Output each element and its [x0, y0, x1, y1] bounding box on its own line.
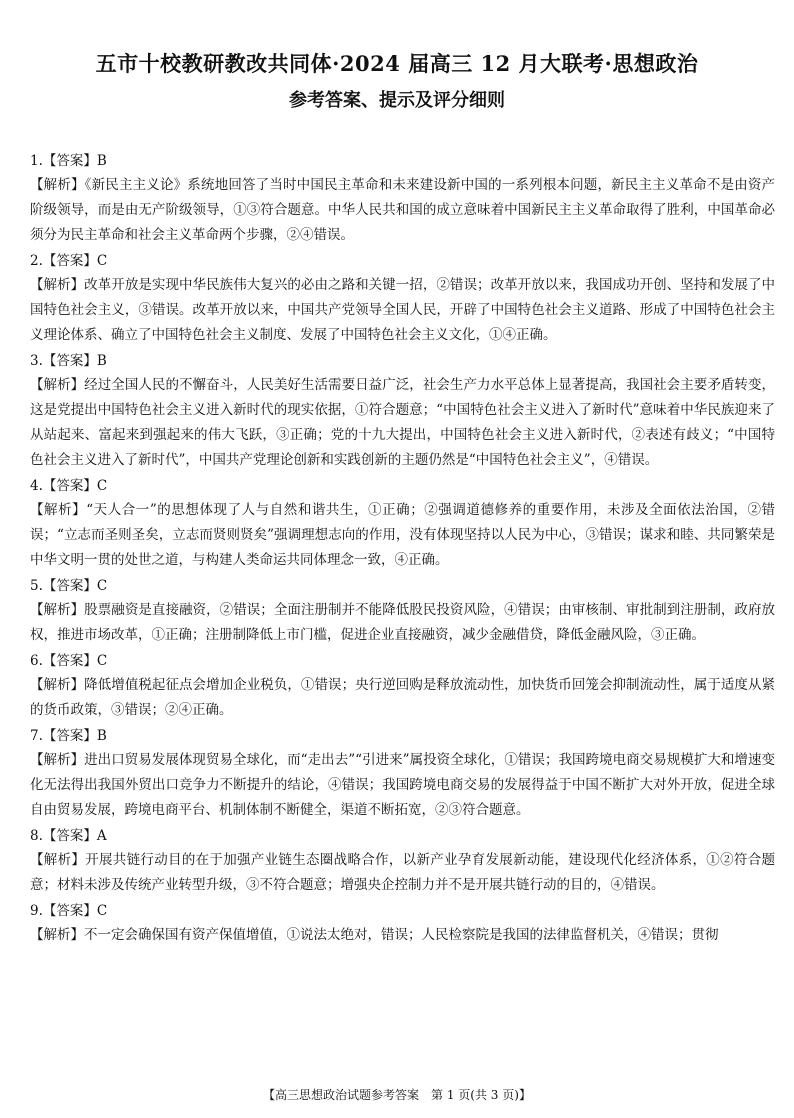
- answer-list: [30, 150, 775, 950]
- question-answer: 6.【答案】C: [30, 653, 108, 669]
- question-answer: 5.【答案】C: [30, 578, 108, 594]
- question-analysis: 【解析】《新民主主义论》系统地回答了当时中国民主革命和未来建设新中国的一系列根本问题，新民主主义革命不是由资产阶级领导，而是由无产阶级领导，①③符合题意。中华人民共和国的成立意味着中国新民主主义革命取得了胜利，中国革命必须分为民主革命和社会主义革命两个步骤，②④错误。: [30, 177, 775, 243]
- question-analysis: 【解析】经过全国人民的不懈奋斗，人民美好生活需要日益广泛，社会生产力水平总体上显著提高，我国社会主要矛盾转变，这是党提出中国特色社会主义进入新时代的现实依据，①符合题意；“中国特色社会主义进入了新时代”意味着中华民族迎来了从站起来、富起来到强起来的伟大飞跃，③正确；党的十九大提出，中国特色社会主义进入新时代，②表述有歧义；“中国特色社会主义进入了新时代”，中国共产党理论创新和实践创新的主题仍然是“中国特色社会主义”，④错误。: [30, 377, 775, 468]
- question-1: [30, 150, 775, 248]
- question-9: [30, 900, 775, 948]
- question-analysis: 【解析】不一定会确保国有资产保值增值，①说法太绝对，错误；人民检察院是我国的法律监督机关，④错误；贯彻: [30, 927, 719, 943]
- question-answer: 4.【答案】C: [30, 478, 108, 494]
- question-answer: 3.【答案】B: [30, 353, 107, 369]
- page-footer: 【高三思想政治试题参考答案 第 1 页(共 3 页)】: [263, 1088, 531, 1102]
- question-analysis: 【解析】“天人合一”的思想体现了人与自然和谐共生，①正确；②强调道德修养的重要作用，未涉及全面依法治国，②错误；“立志而圣则圣矣，立志而贤则贤矣”强调理想志向的作用，没有体现坚持以人民为中心，③错误；谋求和睦、共同繁荣是中华文明一贯的处世之道，与构建人类命运共同体理念一致，④正确。: [30, 502, 775, 568]
- question-answer: 9.【答案】C: [30, 903, 108, 919]
- question-analysis: 【解析】股票融资是直接融资，②错误；全面注册制并不能降低股民投资风险，④错误；由审核制、审批制到注册制，政府放权，推进市场改革，①正确；注册制降低上市门槛，促进企业直接融资，减少金融借贷，降低金融风险，③正确。: [30, 602, 775, 643]
- question-analysis: 【解析】降低增值税起征点会增加企业税负，①错误；央行逆回购是释放流动性，加快货币回笼会抑制流动性，属于适度从紧的货币政策，③错误；②④正确。: [30, 677, 775, 718]
- question-answer: 8.【答案】A: [30, 828, 107, 844]
- question-answer: 7.【答案】B: [30, 728, 107, 744]
- question-analysis: 【解析】改革开放是实现中华民族伟大复兴的必由之路和关键一招，②错误；改革开放以来，我国成功开创、坚持和发展了中国特色社会主义，③错误。改革开放以来，中国共产党领导全国人民，开辟了中国特色社会主义道路、形成了中国特色社会主义理论体系、确立了中国特色社会主义制度、发展了中国特色社会主义文化，①④正确。: [30, 277, 775, 343]
- question-2: [30, 250, 775, 348]
- page-subtitle: 参考答案、提示及评分细则: [289, 90, 505, 111]
- question-4: [30, 475, 775, 573]
- question-3: [30, 350, 775, 473]
- question-7: [30, 725, 775, 823]
- question-analysis: 【解析】开展共链行动目的在于加强产业链生态圈战略合作，以新产业孕育发展新动能，建设现代化经济体系，①②符合题意；材料未涉及传统产业转型升级，③不符合题意；增强央企控制力并不是开展共链行动的目的，④错误。: [30, 852, 775, 893]
- question-answer: 2.【答案】C: [30, 253, 108, 269]
- question-8: [30, 825, 775, 898]
- question-analysis: 【解析】进出口贸易发展体现贸易全球化，而“走出去”“引进来”属投资全球化，①错误；我国跨境电商交易规模扩大和增速变化无法得出我国外贸出口竞争力不断提升的结论，④错误；我国跨境电商交易的发展得益于中国不断扩大对外开放，促进全球自由贸易发展，跨境电商平台、机制体制不断健全，渠道不断拓宽，②③符合题意。: [30, 752, 775, 818]
- page-title: 五市十校教研教改共同体·2024 届高三 12 月大联考·思想政治: [95, 51, 699, 76]
- question-6: [30, 650, 775, 723]
- question-5: [30, 575, 775, 648]
- question-answer: 1.【答案】B: [30, 153, 107, 169]
